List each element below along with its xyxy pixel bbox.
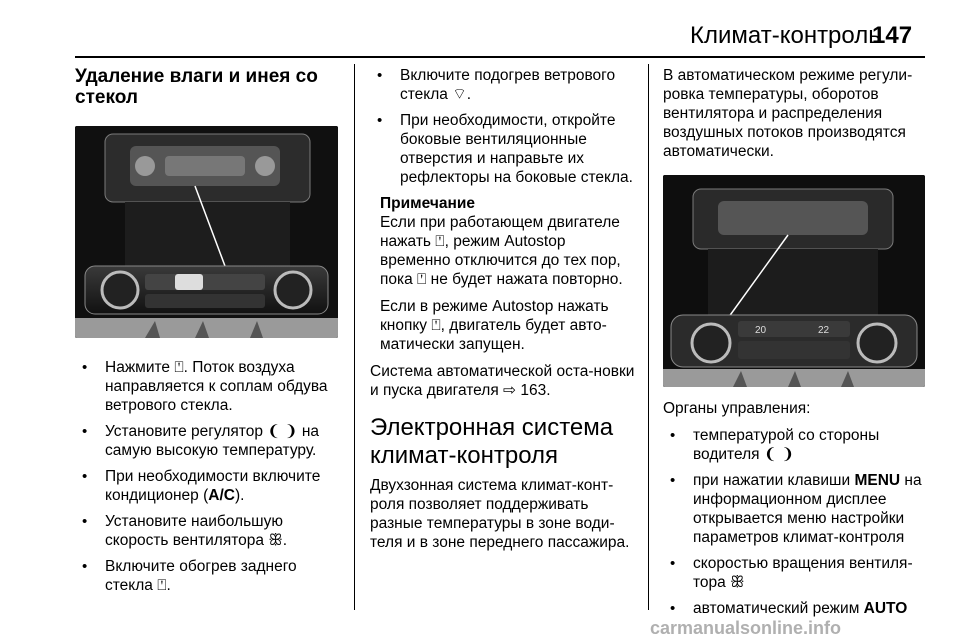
list-item: • Установите наибольшую скорость вентилятора ꕥ. — [75, 512, 340, 550]
controls-heading: Органы управления: — [663, 400, 811, 417]
column-1 — [75, 66, 340, 602]
intro-paragraph: В автоматическом режиме регули-ровка температуры, оборотов вентилятора и распределения воздушных потоков производятся автоматически. — [663, 67, 913, 160]
note-block — [370, 194, 635, 354]
note-heading: Примечание — [380, 195, 475, 212]
note-paragraph: Если при работающем двигателе нажать ⍞, режим Autostop временно отключится до тех пор, пока ⍞ не будет нажата повторно. — [380, 214, 623, 288]
list-item: • Нажмите ⍞. Поток воздуха направляется к соплам обдува ветрового стекла. — [75, 358, 340, 415]
column-3 — [663, 66, 925, 625]
header-rule — [75, 56, 925, 58]
list-item: • температурой со стороны водителя ❨ ❩ — [663, 426, 925, 464]
note-paragraph: Если в режиме Autostop нажать кнопку ⍞, двигатель будет авто-матически запущен. — [380, 298, 609, 353]
instructions-list-continued — [370, 66, 635, 187]
list-item: • Установите регулятор ❨ ❩ на самую высокую температуру. — [75, 422, 340, 460]
ac-label: A/C — [208, 487, 235, 504]
header-title: Климат-контроль — [690, 22, 881, 49]
column-divider-2 — [648, 64, 649, 610]
list-item: • скоростью вращения вентиля-тора ꕥ — [663, 554, 925, 592]
list-item: • При необходимости, откройте боковые вентиляционные отверстия и направьте их рефлекторы на боковые стекла. — [370, 111, 635, 187]
column-2 — [370, 66, 635, 560]
menu-key-label: MENU — [854, 472, 901, 489]
list-item: • При необходимости включите кондиционер (A/C). — [75, 467, 340, 505]
auto-key-label: AUTO — [863, 600, 908, 617]
section-title: Удаление влаги и инея со стекол — [75, 66, 318, 108]
climate-panel-photo-2 — [663, 175, 925, 387]
list-item: • Включите подогрев ветрового стекла ⌔. — [370, 66, 635, 104]
column-divider-1 — [354, 64, 355, 610]
controls-list — [663, 426, 925, 618]
list-item: • при нажатии клавиши MENU на информационном дисплее открывается меню настройки параметров климат-контроля — [663, 471, 925, 547]
watermark: carmanualsonline.info — [650, 618, 842, 638]
display-left-temp: 20 — [755, 325, 767, 336]
body-paragraph: Двухзонная система климат-конт-роля позволяет поддерживать разные температуры в зоне води-теля и в зоне переднего пассажира. — [370, 477, 630, 551]
page-number: 147 — [872, 22, 913, 49]
cross-reference: Система автоматической оста-новки и пуска двигателя ⇨ 163. — [370, 363, 635, 399]
climate-panel-photo-1 — [75, 126, 338, 338]
display-right-temp: 22 — [818, 325, 830, 336]
instructions-list — [75, 358, 340, 595]
electronic-climate-panel-illustration — [663, 175, 925, 387]
list-item: • автоматический режим AUTO — [663, 599, 925, 618]
list-item: • Включите обогрев заднего стекла ⍞. — [75, 557, 340, 595]
section-heading: Электронная система климат-контроля — [370, 414, 614, 469]
climate-panel-illustration — [75, 126, 338, 338]
